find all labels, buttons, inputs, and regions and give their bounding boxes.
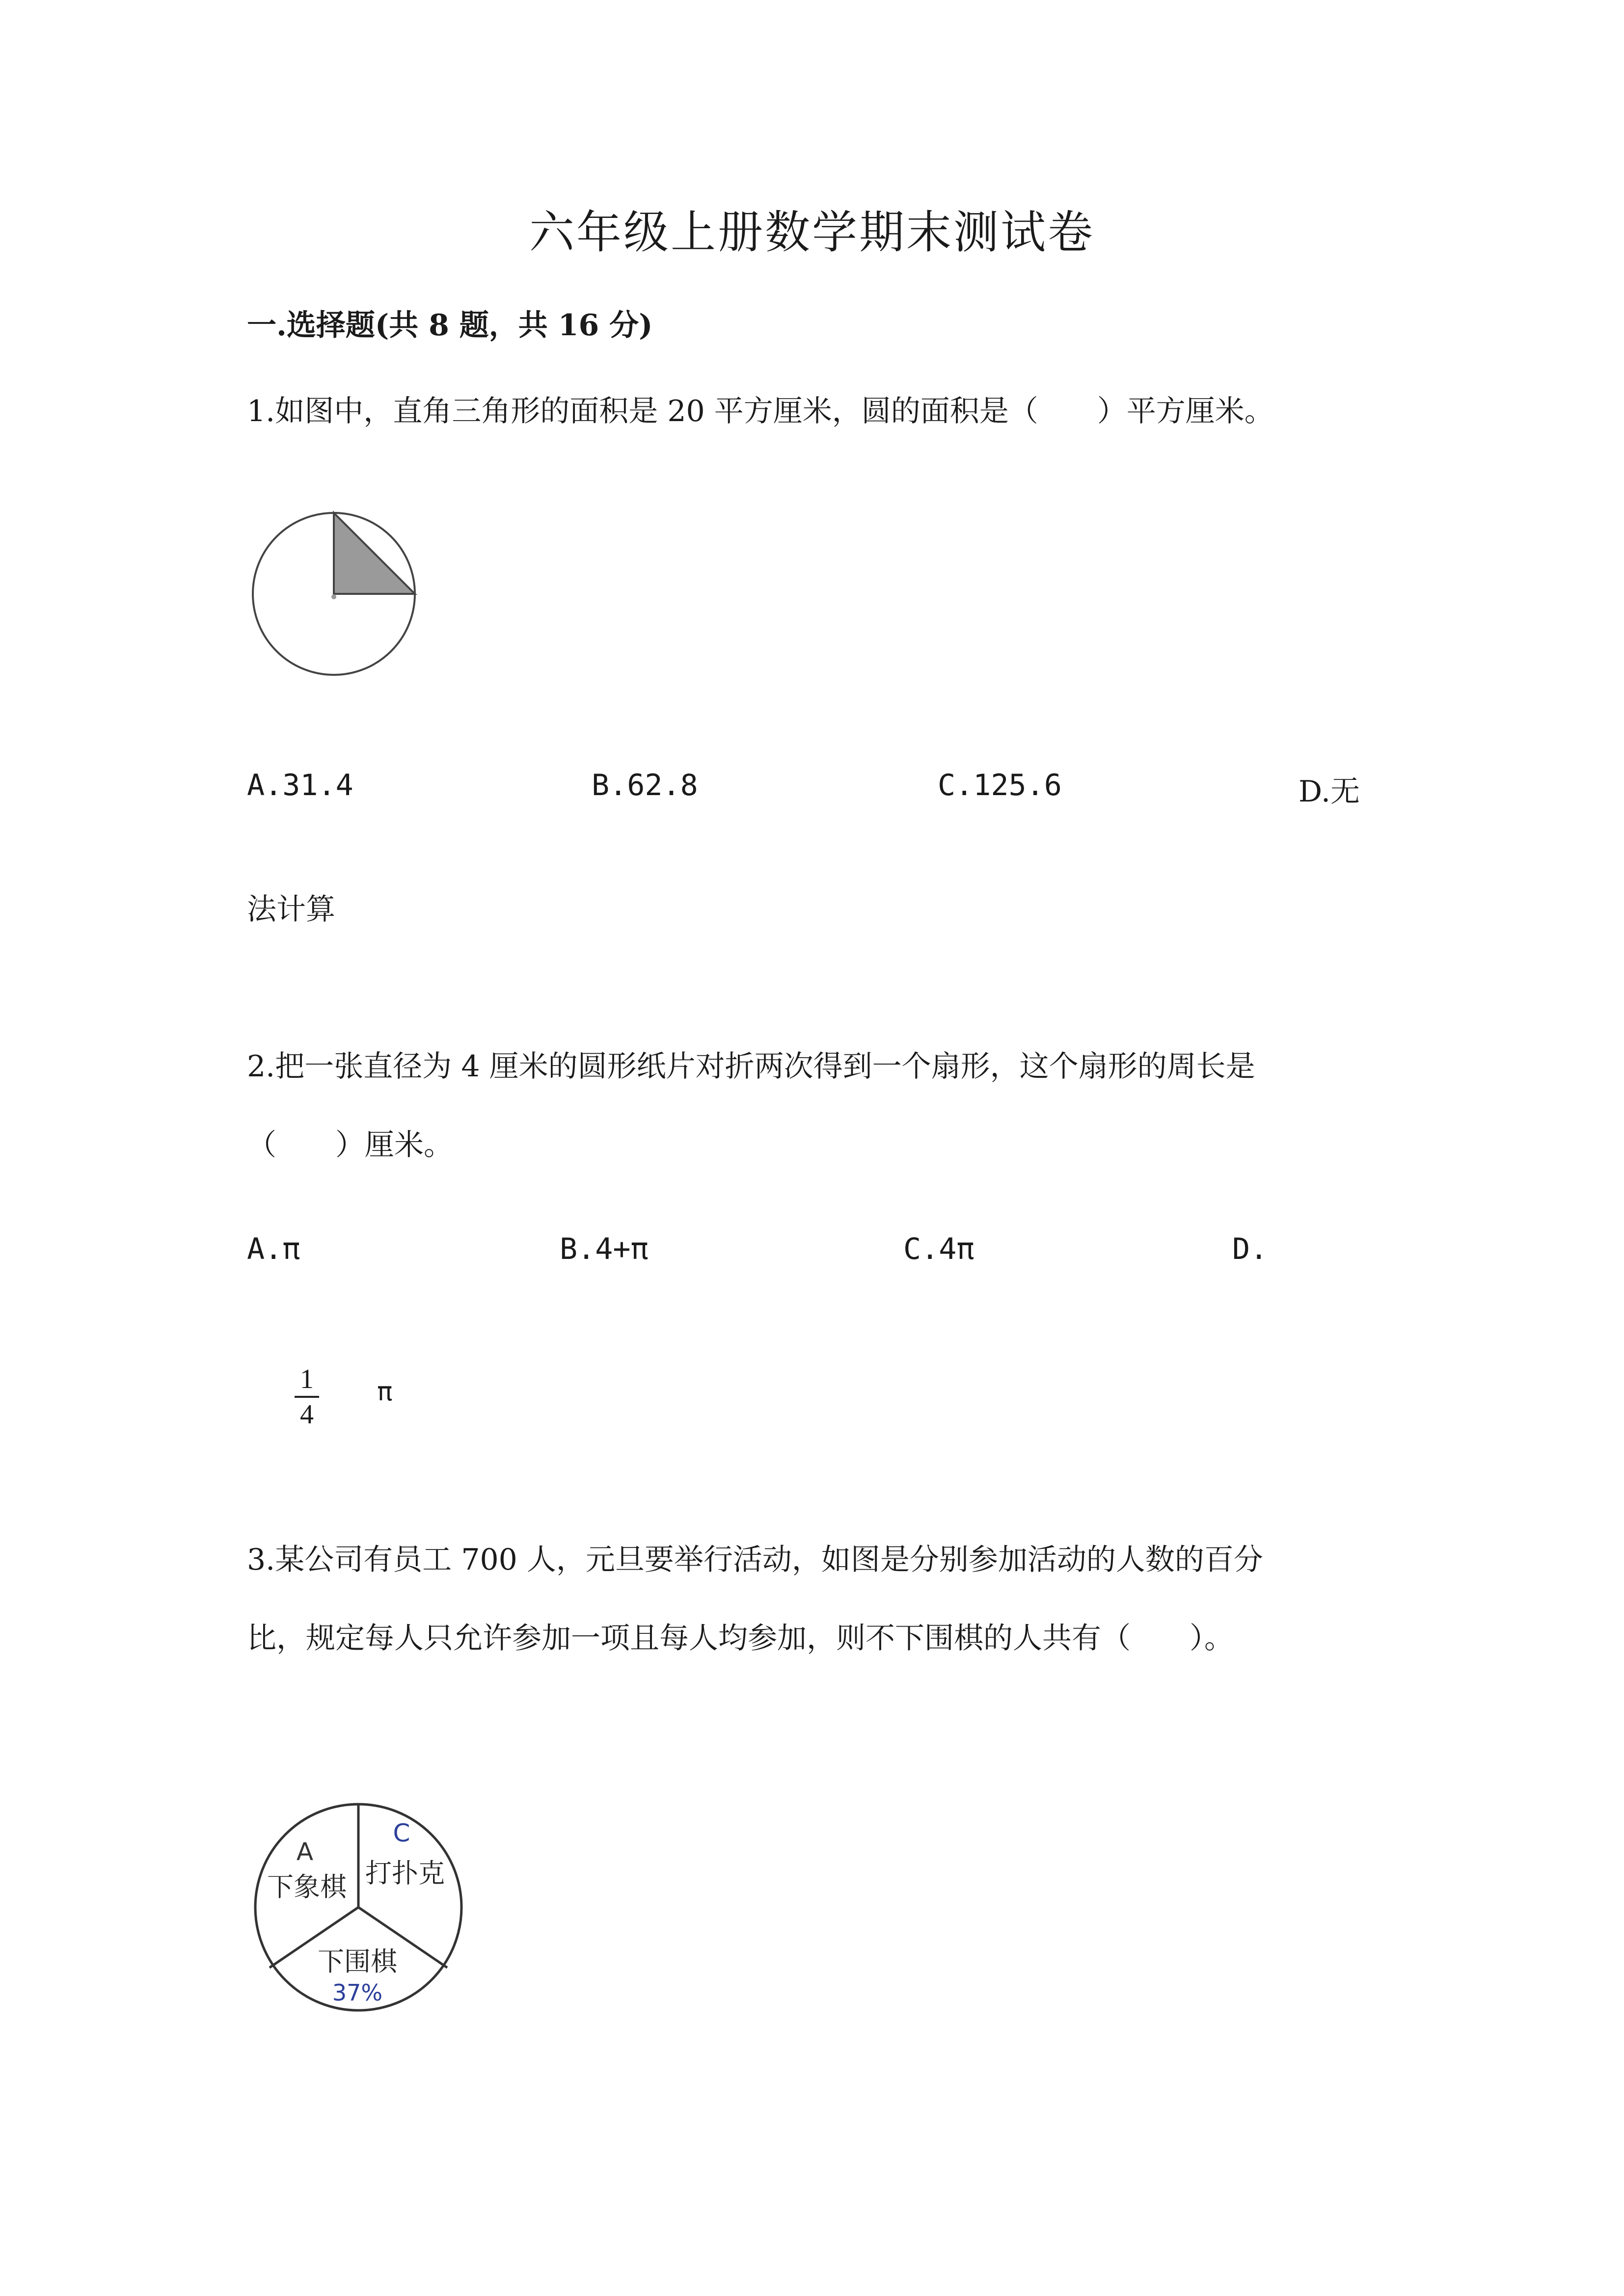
q2-option-a[interactable]: A.π bbox=[247, 1232, 300, 1266]
right-triangle bbox=[334, 513, 415, 594]
circle-triangle-figure bbox=[250, 506, 427, 682]
circle-center-dot bbox=[331, 594, 336, 599]
question-3-line-2: 比，规定每人只允许参加一项且每人均参加，则不下围棋的人共有（ ）。 bbox=[247, 1621, 1234, 1655]
q2-option-d-fraction bbox=[295, 1364, 319, 1429]
activity-pie-chart bbox=[245, 1796, 476, 2022]
pie-label-c-text: 打扑克 bbox=[365, 1858, 445, 1889]
pie-label-a-text: 下象棋 bbox=[267, 1871, 347, 1902]
fraction-numerator: 1 bbox=[300, 1364, 314, 1394]
q2-option-c[interactable]: C.4π bbox=[903, 1232, 974, 1266]
q1-option-b[interactable]: B.62.8 bbox=[592, 768, 698, 802]
q1-option-a[interactable]: A.31.4 bbox=[247, 768, 353, 802]
fraction-denominator: 4 bbox=[300, 1399, 314, 1430]
fraction-bar bbox=[295, 1396, 319, 1398]
question-2-line-2: （ ）厘米。 bbox=[247, 1128, 453, 1162]
q1-option-d-continued: 法计算 bbox=[247, 892, 335, 927]
question-2-line-1: 2.把一张直径为 4 厘米的圆形纸片对折两次得到一个扇形，这个扇形的周长是 bbox=[247, 1049, 1255, 1084]
q2-option-d-pi: π bbox=[377, 1377, 393, 1407]
pie-label-b-text: 下围棋 bbox=[318, 1946, 397, 1977]
section-heading: 一.选择题(共 8 题，共 16 分) bbox=[247, 308, 653, 343]
pie-label-a: A bbox=[296, 1838, 314, 1866]
question-3-line-1: 3.某公司有员工 700 人，元旦要举行活动，如图是分别参加活动的人数的百分 bbox=[247, 1543, 1263, 1577]
q1-option-c[interactable]: C.125.6 bbox=[938, 768, 1062, 802]
question-1-text: 1.如图中，直角三角形的面积是 20 平方厘米，圆的面积是（ ）平方厘米。 bbox=[247, 394, 1274, 428]
q1-option-d[interactable]: D.无 bbox=[1299, 774, 1360, 809]
page-title: 六年级上册数学期末测试卷 bbox=[529, 206, 1095, 259]
pie-label-c: C bbox=[393, 1819, 410, 1847]
q2-option-b[interactable]: B.4+π bbox=[560, 1232, 649, 1266]
pie-label-b-percent: 37% bbox=[332, 1979, 383, 2006]
q2-option-d[interactable]: D. bbox=[1232, 1232, 1268, 1266]
